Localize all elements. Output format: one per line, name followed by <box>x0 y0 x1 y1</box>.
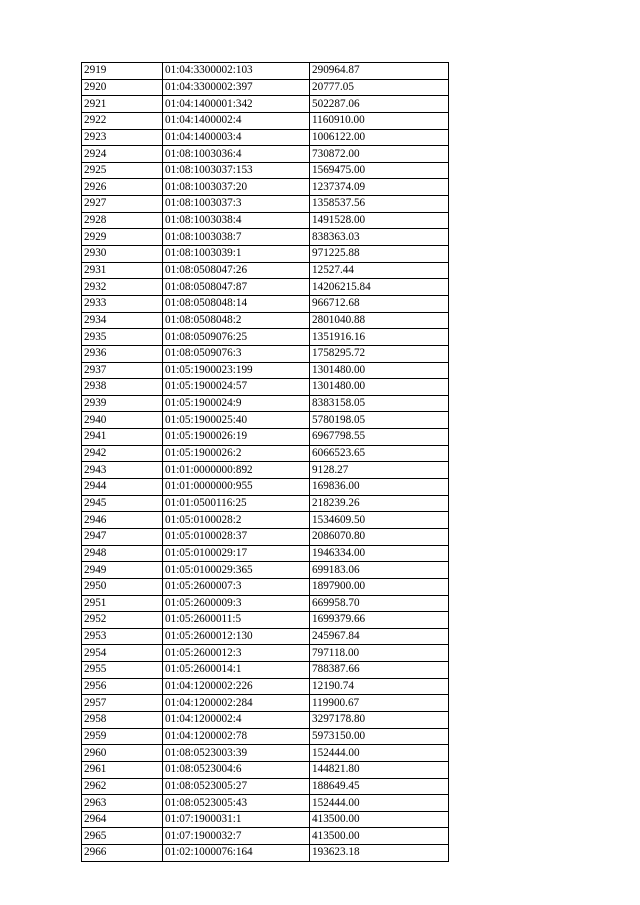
cadastral-number-cell: 01:05:1900026:19 <box>163 429 310 446</box>
row-number-cell: 2942 <box>82 445 163 462</box>
table-row <box>82 562 449 579</box>
value-cell: 169836.00 <box>310 479 449 496</box>
table-row <box>82 129 449 146</box>
row-number-cell: 2948 <box>82 545 163 562</box>
value-cell: 6066523.65 <box>310 445 449 462</box>
row-number-cell: 2928 <box>82 212 163 229</box>
value-cell: 1569475.00 <box>310 162 449 179</box>
value-cell: 14206215.84 <box>310 279 449 296</box>
row-number-cell: 2930 <box>82 246 163 263</box>
cadastral-number-cell: 01:04:1200002:78 <box>163 728 310 745</box>
value-cell: 8383158.05 <box>310 395 449 412</box>
value-cell: 188649.45 <box>310 778 449 795</box>
table-row <box>82 628 449 645</box>
table-row <box>82 612 449 629</box>
table-row <box>82 146 449 163</box>
value-cell: 1758295.72 <box>310 345 449 362</box>
row-number-cell: 2939 <box>82 395 163 412</box>
value-cell: 119900.67 <box>310 695 449 712</box>
cadastral-number-cell: 01:08:1003036:4 <box>163 146 310 163</box>
cadastral-number-cell: 01:05:0100028:2 <box>163 512 310 529</box>
cadastral-number-cell: 01:04:1400001:342 <box>163 96 310 113</box>
table-row <box>82 445 449 462</box>
cadastral-number-cell: 01:05:2600011:5 <box>163 612 310 629</box>
table-row <box>82 512 449 529</box>
row-number-cell: 2964 <box>82 811 163 828</box>
table-row <box>82 395 449 412</box>
table-row <box>82 63 449 80</box>
table-row <box>82 412 449 429</box>
row-number-cell: 2926 <box>82 179 163 196</box>
cadastral-number-cell: 01:05:0100028:37 <box>163 528 310 545</box>
table-body <box>82 63 449 862</box>
table-row <box>82 811 449 828</box>
cadastral-number-cell: 01:05:0100029:365 <box>163 562 310 579</box>
row-number-cell: 2946 <box>82 512 163 529</box>
cadastral-number-cell: 01:08:1003039:1 <box>163 246 310 263</box>
row-number-cell: 2938 <box>82 379 163 396</box>
row-number-cell: 2961 <box>82 761 163 778</box>
value-cell: 12527.44 <box>310 262 449 279</box>
value-cell: 797118.00 <box>310 645 449 662</box>
value-cell: 1946334.00 <box>310 545 449 562</box>
row-number-cell: 2919 <box>82 63 163 80</box>
table-row <box>82 595 449 612</box>
value-cell: 12190.74 <box>310 678 449 695</box>
cadastral-number-cell: 01:08:0509076:25 <box>163 329 310 346</box>
table-row <box>82 362 449 379</box>
table-row <box>82 262 449 279</box>
table-row <box>82 479 449 496</box>
table-row <box>82 312 449 329</box>
cadastral-number-cell: 01:08:0508047:87 <box>163 279 310 296</box>
cadastral-number-cell: 01:08:1003038:7 <box>163 229 310 246</box>
value-cell: 1006122.00 <box>310 129 449 146</box>
table-row <box>82 329 449 346</box>
cadastral-number-cell: 01:08:0523004:6 <box>163 761 310 778</box>
value-cell: 144821.80 <box>310 761 449 778</box>
row-number-cell: 2959 <box>82 728 163 745</box>
row-number-cell: 2937 <box>82 362 163 379</box>
value-cell: 6967798.55 <box>310 429 449 446</box>
cadastral-number-cell: 01:01:0500116:25 <box>163 495 310 512</box>
table-row <box>82 246 449 263</box>
row-number-cell: 2952 <box>82 612 163 629</box>
cadastral-number-cell: 01:01:0000000:892 <box>163 462 310 479</box>
table-row <box>82 345 449 362</box>
row-number-cell: 2957 <box>82 695 163 712</box>
table-row <box>82 379 449 396</box>
row-number-cell: 2943 <box>82 462 163 479</box>
table-row <box>82 162 449 179</box>
row-number-cell: 2947 <box>82 528 163 545</box>
cadastral-number-cell: 01:05:1900026:2 <box>163 445 310 462</box>
table-row <box>82 778 449 795</box>
cadastral-number-cell: 01:08:0509076:3 <box>163 345 310 362</box>
row-number-cell: 2923 <box>82 129 163 146</box>
value-cell: 3297178.80 <box>310 711 449 728</box>
value-cell: 838363.03 <box>310 229 449 246</box>
row-number-cell: 2929 <box>82 229 163 246</box>
value-cell: 152444.00 <box>310 745 449 762</box>
row-number-cell: 2931 <box>82 262 163 279</box>
value-cell: 245967.84 <box>310 628 449 645</box>
value-cell: 1358537.56 <box>310 196 449 213</box>
row-number-cell: 2953 <box>82 628 163 645</box>
value-cell: 152444.00 <box>310 795 449 812</box>
row-number-cell: 2949 <box>82 562 163 579</box>
value-cell: 669958.70 <box>310 595 449 612</box>
row-number-cell: 2956 <box>82 678 163 695</box>
table-row <box>82 429 449 446</box>
row-number-cell: 2965 <box>82 828 163 845</box>
cadastral-number-cell: 01:05:1900025:40 <box>163 412 310 429</box>
value-cell: 1351916.16 <box>310 329 449 346</box>
table-row <box>82 462 449 479</box>
row-number-cell: 2934 <box>82 312 163 329</box>
value-cell: 5973150.00 <box>310 728 449 745</box>
table-row <box>82 279 449 296</box>
value-cell: 20777.05 <box>310 79 449 96</box>
cadastral-number-cell: 01:08:0523005:43 <box>163 795 310 812</box>
cadastral-number-cell: 01:05:0100029:17 <box>163 545 310 562</box>
table-row <box>82 295 449 312</box>
row-number-cell: 2925 <box>82 162 163 179</box>
table-row <box>82 578 449 595</box>
table-row <box>82 678 449 695</box>
table-row <box>82 229 449 246</box>
cadastral-number-cell: 01:05:2600012:3 <box>163 645 310 662</box>
cadastral-number-cell: 01:08:0508047:26 <box>163 262 310 279</box>
value-cell: 413500.00 <box>310 811 449 828</box>
table-row <box>82 795 449 812</box>
cadastral-number-cell: 01:08:1003037:153 <box>163 162 310 179</box>
value-cell: 730872.00 <box>310 146 449 163</box>
table-row <box>82 728 449 745</box>
table-row <box>82 745 449 762</box>
value-cell: 699183.06 <box>310 562 449 579</box>
row-number-cell: 2945 <box>82 495 163 512</box>
cadastral-number-cell: 01:08:0523005:27 <box>163 778 310 795</box>
value-cell: 1534609.50 <box>310 512 449 529</box>
value-cell: 5780198.05 <box>310 412 449 429</box>
row-number-cell: 2954 <box>82 645 163 662</box>
table-row <box>82 545 449 562</box>
cadastral-number-cell: 01:05:2600009:3 <box>163 595 310 612</box>
cadastral-number-cell: 01:08:1003037:20 <box>163 179 310 196</box>
cadastral-number-cell: 01:07:1900032:7 <box>163 828 310 845</box>
table-row <box>82 495 449 512</box>
row-number-cell: 2962 <box>82 778 163 795</box>
table-row <box>82 196 449 213</box>
cadastral-number-cell: 01:05:1900024:9 <box>163 395 310 412</box>
row-number-cell: 2935 <box>82 329 163 346</box>
value-cell: 193623.18 <box>310 845 449 862</box>
value-cell: 2801040.88 <box>310 312 449 329</box>
value-cell: 2086070.80 <box>310 528 449 545</box>
value-cell: 502287.06 <box>310 96 449 113</box>
row-number-cell: 2927 <box>82 196 163 213</box>
cadastral-number-cell: 01:05:2600012:130 <box>163 628 310 645</box>
row-number-cell: 2933 <box>82 295 163 312</box>
cadastral-number-cell: 01:05:1900023:199 <box>163 362 310 379</box>
table-row <box>82 212 449 229</box>
row-number-cell: 2950 <box>82 578 163 595</box>
cadastral-number-cell: 01:02:1000076:164 <box>163 845 310 862</box>
cadastral-number-cell: 01:07:1900031:1 <box>163 811 310 828</box>
table-row <box>82 112 449 129</box>
cadastral-number-cell: 01:04:1200002:4 <box>163 711 310 728</box>
row-number-cell: 2944 <box>82 479 163 496</box>
table-row <box>82 662 449 679</box>
cadastral-number-cell: 01:05:1900024:57 <box>163 379 310 396</box>
value-cell: 1897900.00 <box>310 578 449 595</box>
table-row <box>82 695 449 712</box>
row-number-cell: 2932 <box>82 279 163 296</box>
table-row <box>82 711 449 728</box>
cadastral-number-cell: 01:08:0508048:14 <box>163 295 310 312</box>
cadastral-number-cell: 01:04:1400003:4 <box>163 129 310 146</box>
cadastral-number-cell: 01:05:2600007:3 <box>163 578 310 595</box>
value-cell: 218239.26 <box>310 495 449 512</box>
cadastral-number-cell: 01:04:1200002:284 <box>163 695 310 712</box>
table-row <box>82 645 449 662</box>
row-number-cell: 2940 <box>82 412 163 429</box>
row-number-cell: 2955 <box>82 662 163 679</box>
table-row <box>82 179 449 196</box>
value-cell: 1699379.66 <box>310 612 449 629</box>
row-number-cell: 2951 <box>82 595 163 612</box>
value-cell: 1301480.00 <box>310 379 449 396</box>
value-cell: 788387.66 <box>310 662 449 679</box>
cadastral-number-cell: 01:01:0000000:955 <box>163 479 310 496</box>
row-number-cell: 2958 <box>82 711 163 728</box>
cadastral-number-cell: 01:05:2600014:1 <box>163 662 310 679</box>
cadastral-number-cell: 01:04:1200002:226 <box>163 678 310 695</box>
cadastral-number-cell: 01:08:0508048:2 <box>163 312 310 329</box>
row-number-cell: 2921 <box>82 96 163 113</box>
table-row <box>82 845 449 862</box>
data-table <box>81 62 449 862</box>
row-number-cell: 2966 <box>82 845 163 862</box>
row-number-cell: 2922 <box>82 112 163 129</box>
value-cell: 1491528.00 <box>310 212 449 229</box>
cadastral-number-cell: 01:04:3300002:397 <box>163 79 310 96</box>
table-row <box>82 761 449 778</box>
table-row <box>82 96 449 113</box>
table-row <box>82 528 449 545</box>
value-cell: 966712.68 <box>310 295 449 312</box>
row-number-cell: 2936 <box>82 345 163 362</box>
cadastral-number-cell: 01:04:1400002:4 <box>163 112 310 129</box>
table-row <box>82 828 449 845</box>
row-number-cell: 2941 <box>82 429 163 446</box>
row-number-cell: 2960 <box>82 745 163 762</box>
row-number-cell: 2924 <box>82 146 163 163</box>
cadastral-number-cell: 01:08:1003038:4 <box>163 212 310 229</box>
row-number-cell: 2963 <box>82 795 163 812</box>
row-number-cell: 2920 <box>82 79 163 96</box>
value-cell: 971225.88 <box>310 246 449 263</box>
value-cell: 1237374.09 <box>310 179 449 196</box>
value-cell: 290964.87 <box>310 63 449 80</box>
cadastral-number-cell: 01:04:3300002:103 <box>163 63 310 80</box>
cadastral-number-cell: 01:08:0523003:39 <box>163 745 310 762</box>
value-cell: 1160910.00 <box>310 112 449 129</box>
cadastral-number-cell: 01:08:1003037:3 <box>163 196 310 213</box>
value-cell: 413500.00 <box>310 828 449 845</box>
value-cell: 1301480.00 <box>310 362 449 379</box>
value-cell: 9128.27 <box>310 462 449 479</box>
table-row <box>82 79 449 96</box>
